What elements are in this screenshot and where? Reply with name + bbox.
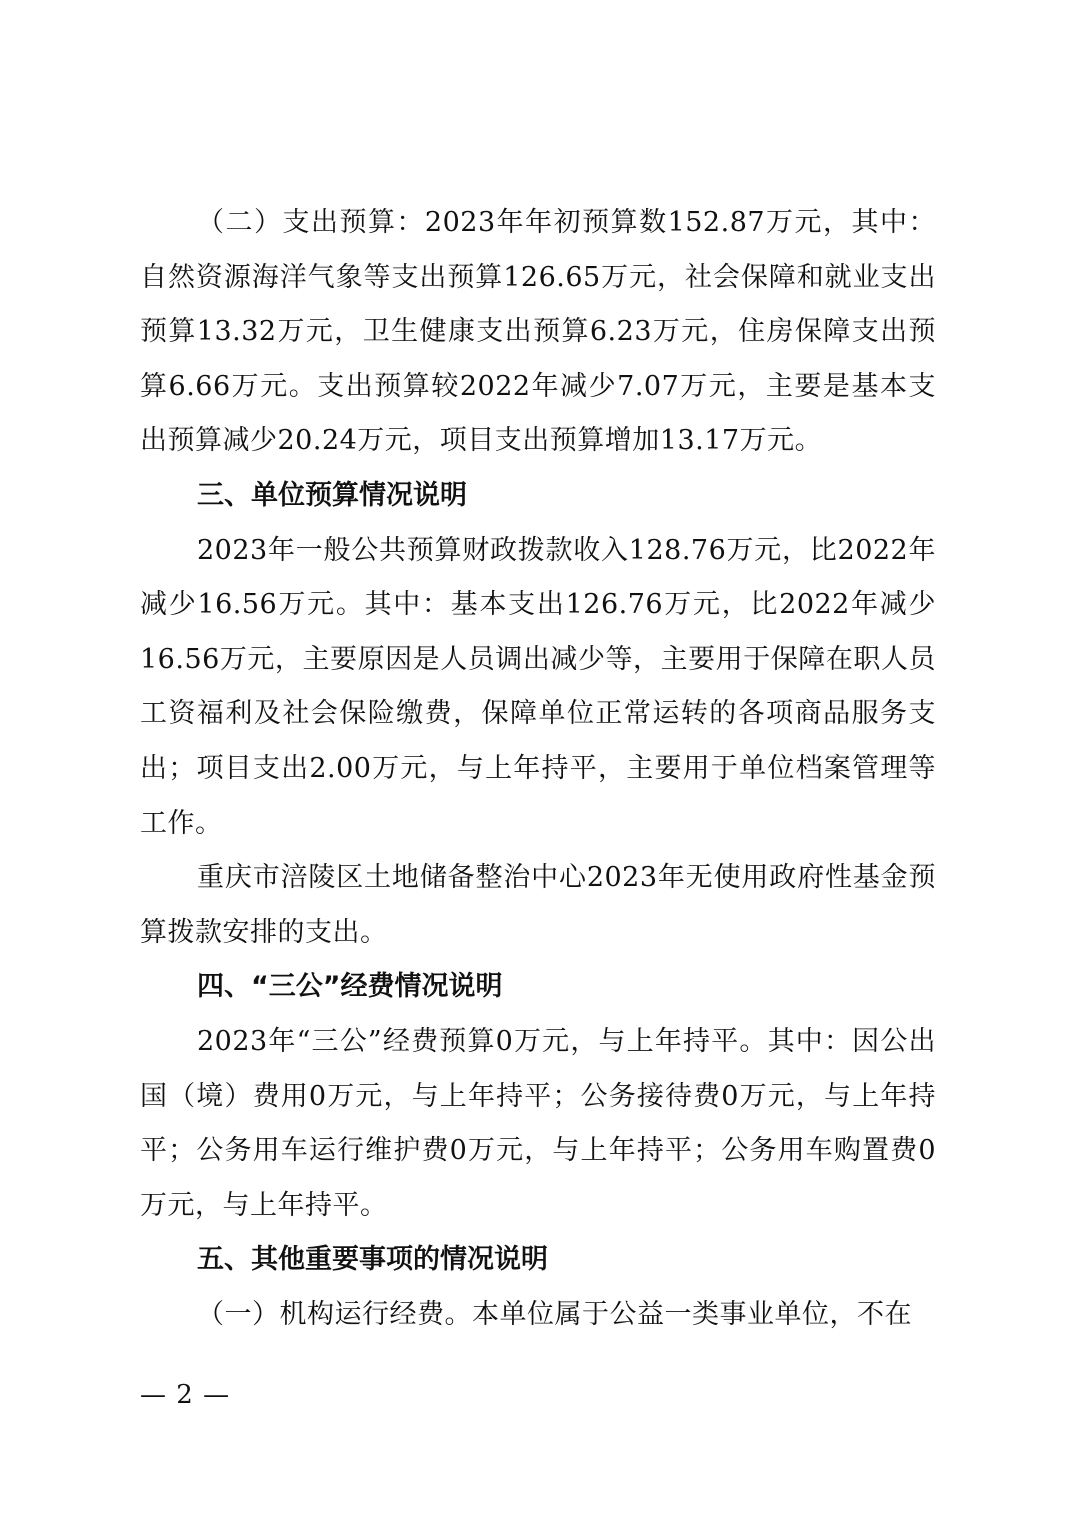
section-4-paragraph: 2023年“三公”经费预算0万元，与上年持平。其中：因公出国（境）费用0万元，与上年持平；公务接待费0万元，与上年持平；公务用车运行维护费0万元，与上年持平；公务用车购置费0万元，与上年持平。	[140, 1025, 936, 1221]
section-3-paragraph-2: 重庆市涪陵区土地储备整治中心2023年无使用政府性基金预算拨款安排的支出。	[140, 862, 936, 948]
page-number: — 2 —	[140, 1380, 231, 1410]
expenditure-budget-paragraph: （二）支出预算：2023年年初预算数152.87万元，其中：自然资源海洋气象等支出预算126.65万元，社会保障和就业支出预算13.32万元，卫生健康支出预算6.23万元，住房保障支出预算6.66万元。支出预算较2022年减少7.07万元，主要是基本支出预算减少20.24万元，项目支出预算增加13.17万元。	[140, 207, 936, 457]
section-3-heading: 三、单位预算情况说明	[197, 479, 467, 511]
document-body	[140, 196, 936, 1342]
section-3-paragraph-1: 2023年一般公共预算财政拨款收入128.76万元，比2022年减少16.56万元。其中：基本支出126.76万元，比2022年减少16.56万元，主要原因是人员调出减少等，主要用于保障在职人员工资福利及社会保险缴费，保障单位正常运转的各项商品服务支出；项目支出2.00万元，与上年持平，主要用于单位档案管理等工作。	[140, 534, 936, 839]
section-4-heading: 四、“三公”经费情况说明	[197, 971, 503, 1003]
section-5-paragraph: （一）机构运行经费。本单位属于公益一类事业单位，不在	[197, 1298, 912, 1330]
section-5-heading: 五、其他重要事项的情况说明	[197, 1244, 548, 1276]
